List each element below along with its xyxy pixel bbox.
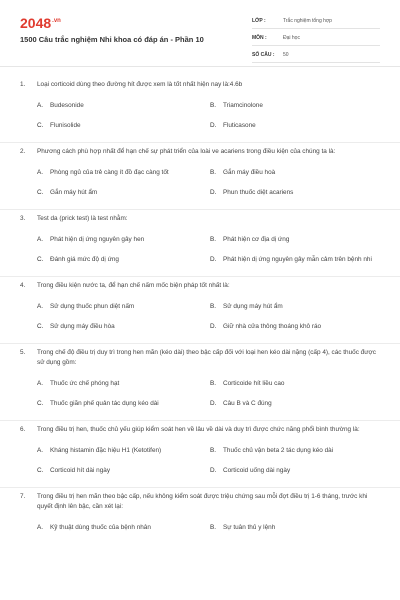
option[interactable] [37, 116, 210, 136]
option-text: Sử dụng máy hút ẩm [223, 303, 283, 310]
question-stem [20, 488, 380, 512]
option-text: Gắn máy điều hoà [223, 169, 276, 176]
option-letter: C. [37, 256, 44, 263]
question [0, 210, 400, 277]
option-text: Budesonide [50, 102, 84, 109]
option[interactable] [210, 183, 380, 203]
option-text: Đánh giá mức độ dị ứng [50, 256, 119, 263]
question-number: 6. [20, 426, 26, 433]
option-letter: C. [37, 189, 44, 196]
question-list [0, 76, 400, 544]
option[interactable] [37, 230, 210, 250]
question-stem [20, 344, 380, 368]
option-letter: B. [210, 169, 217, 176]
option-letter: C. [37, 323, 44, 330]
question-stem [20, 143, 380, 157]
option-letter: C. [37, 467, 44, 474]
option-letter: D. [210, 256, 217, 263]
option[interactable] [210, 230, 380, 250]
option[interactable] [210, 96, 380, 116]
question [0, 277, 400, 344]
option-text: Thuốc giãn phế quản tác dụng kéo dài [50, 400, 159, 407]
logo-tld: .vn [52, 18, 61, 25]
option[interactable] [210, 317, 380, 337]
question-text: Trong điều trị hen, thuốc chủ yếu giúp kiểm soát hen về lâu về dài và duy trì được chức năng phổi bình thường là: [37, 426, 360, 433]
meta-value: Đại học [283, 35, 300, 41]
logo-main: 2048 [20, 15, 52, 31]
option[interactable] [37, 461, 210, 481]
option[interactable] [210, 374, 380, 394]
document-title: 1500 Câu trắc nghiệm Nhi khoa có đáp án - Phần 10 [20, 35, 204, 44]
option[interactable] [37, 163, 210, 183]
question [0, 488, 400, 544]
option-letter: B. [210, 102, 217, 109]
option-letter: C. [37, 400, 44, 407]
option-text: Phát hiện cơ địa dị ứng [223, 236, 290, 243]
option-letter: A. [37, 102, 44, 109]
option[interactable] [37, 518, 210, 538]
option-letter: A. [37, 524, 44, 531]
option-text: Corticoide hít liều cao [223, 380, 285, 387]
question-stem [20, 421, 380, 435]
option-letter: D. [210, 323, 217, 330]
option-grid [37, 435, 380, 487]
option-grid [37, 90, 380, 142]
option[interactable] [210, 297, 380, 317]
option-text: Sử dụng thuốc phun diệt nấm [50, 303, 135, 310]
question-stem [20, 76, 380, 90]
option-letter: B. [210, 236, 217, 243]
option[interactable] [210, 163, 380, 183]
question-number: 5. [20, 349, 26, 356]
option[interactable] [37, 297, 210, 317]
option[interactable] [210, 116, 380, 136]
option-text: Phát hiện dị ứng nguyên gây hen [50, 236, 145, 243]
option-text: Gắn máy hút ẩm [50, 189, 98, 196]
option-letter: B. [210, 524, 217, 531]
page-header [0, 0, 400, 67]
option-text: Kỹ thuật dùng thuốc của bệnh nhân [50, 524, 151, 531]
meta-subject [252, 31, 380, 46]
meta-label: MÔN : [252, 35, 267, 41]
option-text: Giữ nhà cửa thông thoáng khô ráo [223, 323, 322, 330]
question-text: Loại corticoid dùng theo đường hít được xem là tốt nhất hiện nay là:4.6b [37, 81, 243, 88]
option[interactable] [210, 250, 380, 270]
option-text: Kháng histamin đặc hiệu H1 (Ketotifen) [50, 447, 162, 454]
option-text: Fluticasone [223, 122, 256, 129]
option-text: Phát hiện dị ứng nguyên gây mẫn cảm trên bệnh nhi [223, 256, 372, 263]
question-number: 4. [20, 282, 26, 289]
option-letter: D. [210, 122, 217, 129]
meta-label: LỚP : [252, 18, 266, 24]
option-letter: D. [210, 189, 217, 196]
question [0, 344, 400, 421]
option[interactable] [37, 441, 210, 461]
option-text: Sử dụng máy điều hòa [50, 323, 115, 330]
option-letter: B. [210, 447, 217, 454]
option-letter: B. [210, 380, 217, 387]
option-grid [37, 368, 380, 420]
question-number: 1. [20, 81, 26, 88]
option-text: Thuốc chủ vận beta 2 tác dụng kéo dài [223, 447, 334, 454]
question [0, 76, 400, 143]
option-letter: A. [37, 380, 44, 387]
question [0, 143, 400, 210]
option-text: Phòng ngủ của trẻ càng ít đồ đạc càng tốt [50, 169, 169, 176]
option[interactable] [37, 394, 210, 414]
option-text: Corticoid uống dài ngày [223, 467, 291, 474]
meta-class [252, 14, 380, 29]
question-text: Test da (prick test) là test nhằm: [37, 215, 128, 222]
meta-count [252, 48, 380, 63]
option[interactable] [37, 183, 210, 203]
question-stem [20, 277, 380, 291]
question-number: 7. [20, 493, 26, 500]
option[interactable] [210, 394, 380, 414]
option-grid [37, 157, 380, 209]
option-text: Sự tuân thủ y lệnh [223, 524, 276, 531]
option-letter: D. [210, 400, 217, 407]
option-letter: A. [37, 447, 44, 454]
option[interactable] [210, 518, 380, 538]
question-text: Trong điều trị hen mãn theo bậc cấp, nếu không kiểm soát được triệu chứng sau mỗi đợt điều trị 1-6 tháng, trước khi quyết định lên bậc, cần xét lại: [37, 493, 368, 510]
option-letter: A. [37, 169, 44, 176]
question-text: Trong chế độ điều trị duy trì trong hen mãn (kéo dài) theo bậc cấp đối với loại hen kéo dài nặng (cấp 4), các thuốc được sử dụng gồm: [37, 349, 376, 366]
option-grid [37, 224, 380, 276]
option[interactable] [210, 441, 380, 461]
option-text: Câu B và C đúng [223, 400, 272, 407]
meta-value: 50 [283, 52, 289, 58]
exam-meta [252, 14, 380, 65]
option-letter: B. [210, 303, 217, 310]
option-text: Thuốc ức chế phóng hạt [50, 380, 120, 387]
option[interactable] [210, 461, 380, 481]
question [0, 421, 400, 488]
option[interactable] [37, 250, 210, 270]
option-letter: D. [210, 467, 217, 474]
option[interactable] [37, 96, 210, 116]
option-grid [37, 512, 380, 544]
option-letter: A. [37, 303, 44, 310]
option-text: Flunisolide [50, 122, 81, 129]
site-logo[interactable] [20, 15, 61, 31]
option-text: Corticoid hít dài ngày [50, 467, 111, 474]
option-grid [37, 291, 380, 343]
meta-label: SỐ CÂU : [252, 52, 275, 58]
option[interactable] [37, 317, 210, 337]
question-text: Trong điều kiện nước ta, để hạn chế nấm mốc biện pháp tốt nhất là: [37, 282, 230, 289]
option-text: Phun thuốc diệt acariens [223, 189, 294, 196]
question-number: 3. [20, 215, 26, 222]
question-stem [20, 210, 380, 224]
question-text: Phương cách phù hợp nhất để hạn chế sự phát triển của loài ve acariens trong điều kiện của chúng ta là: [37, 148, 336, 155]
meta-value: Trắc nghiệm tổng hợp [283, 18, 332, 24]
option-letter: C. [37, 122, 44, 129]
option[interactable] [37, 374, 210, 394]
question-number: 2. [20, 148, 26, 155]
option-text: Triamcinolone [223, 102, 263, 109]
option-letter: A. [37, 236, 44, 243]
